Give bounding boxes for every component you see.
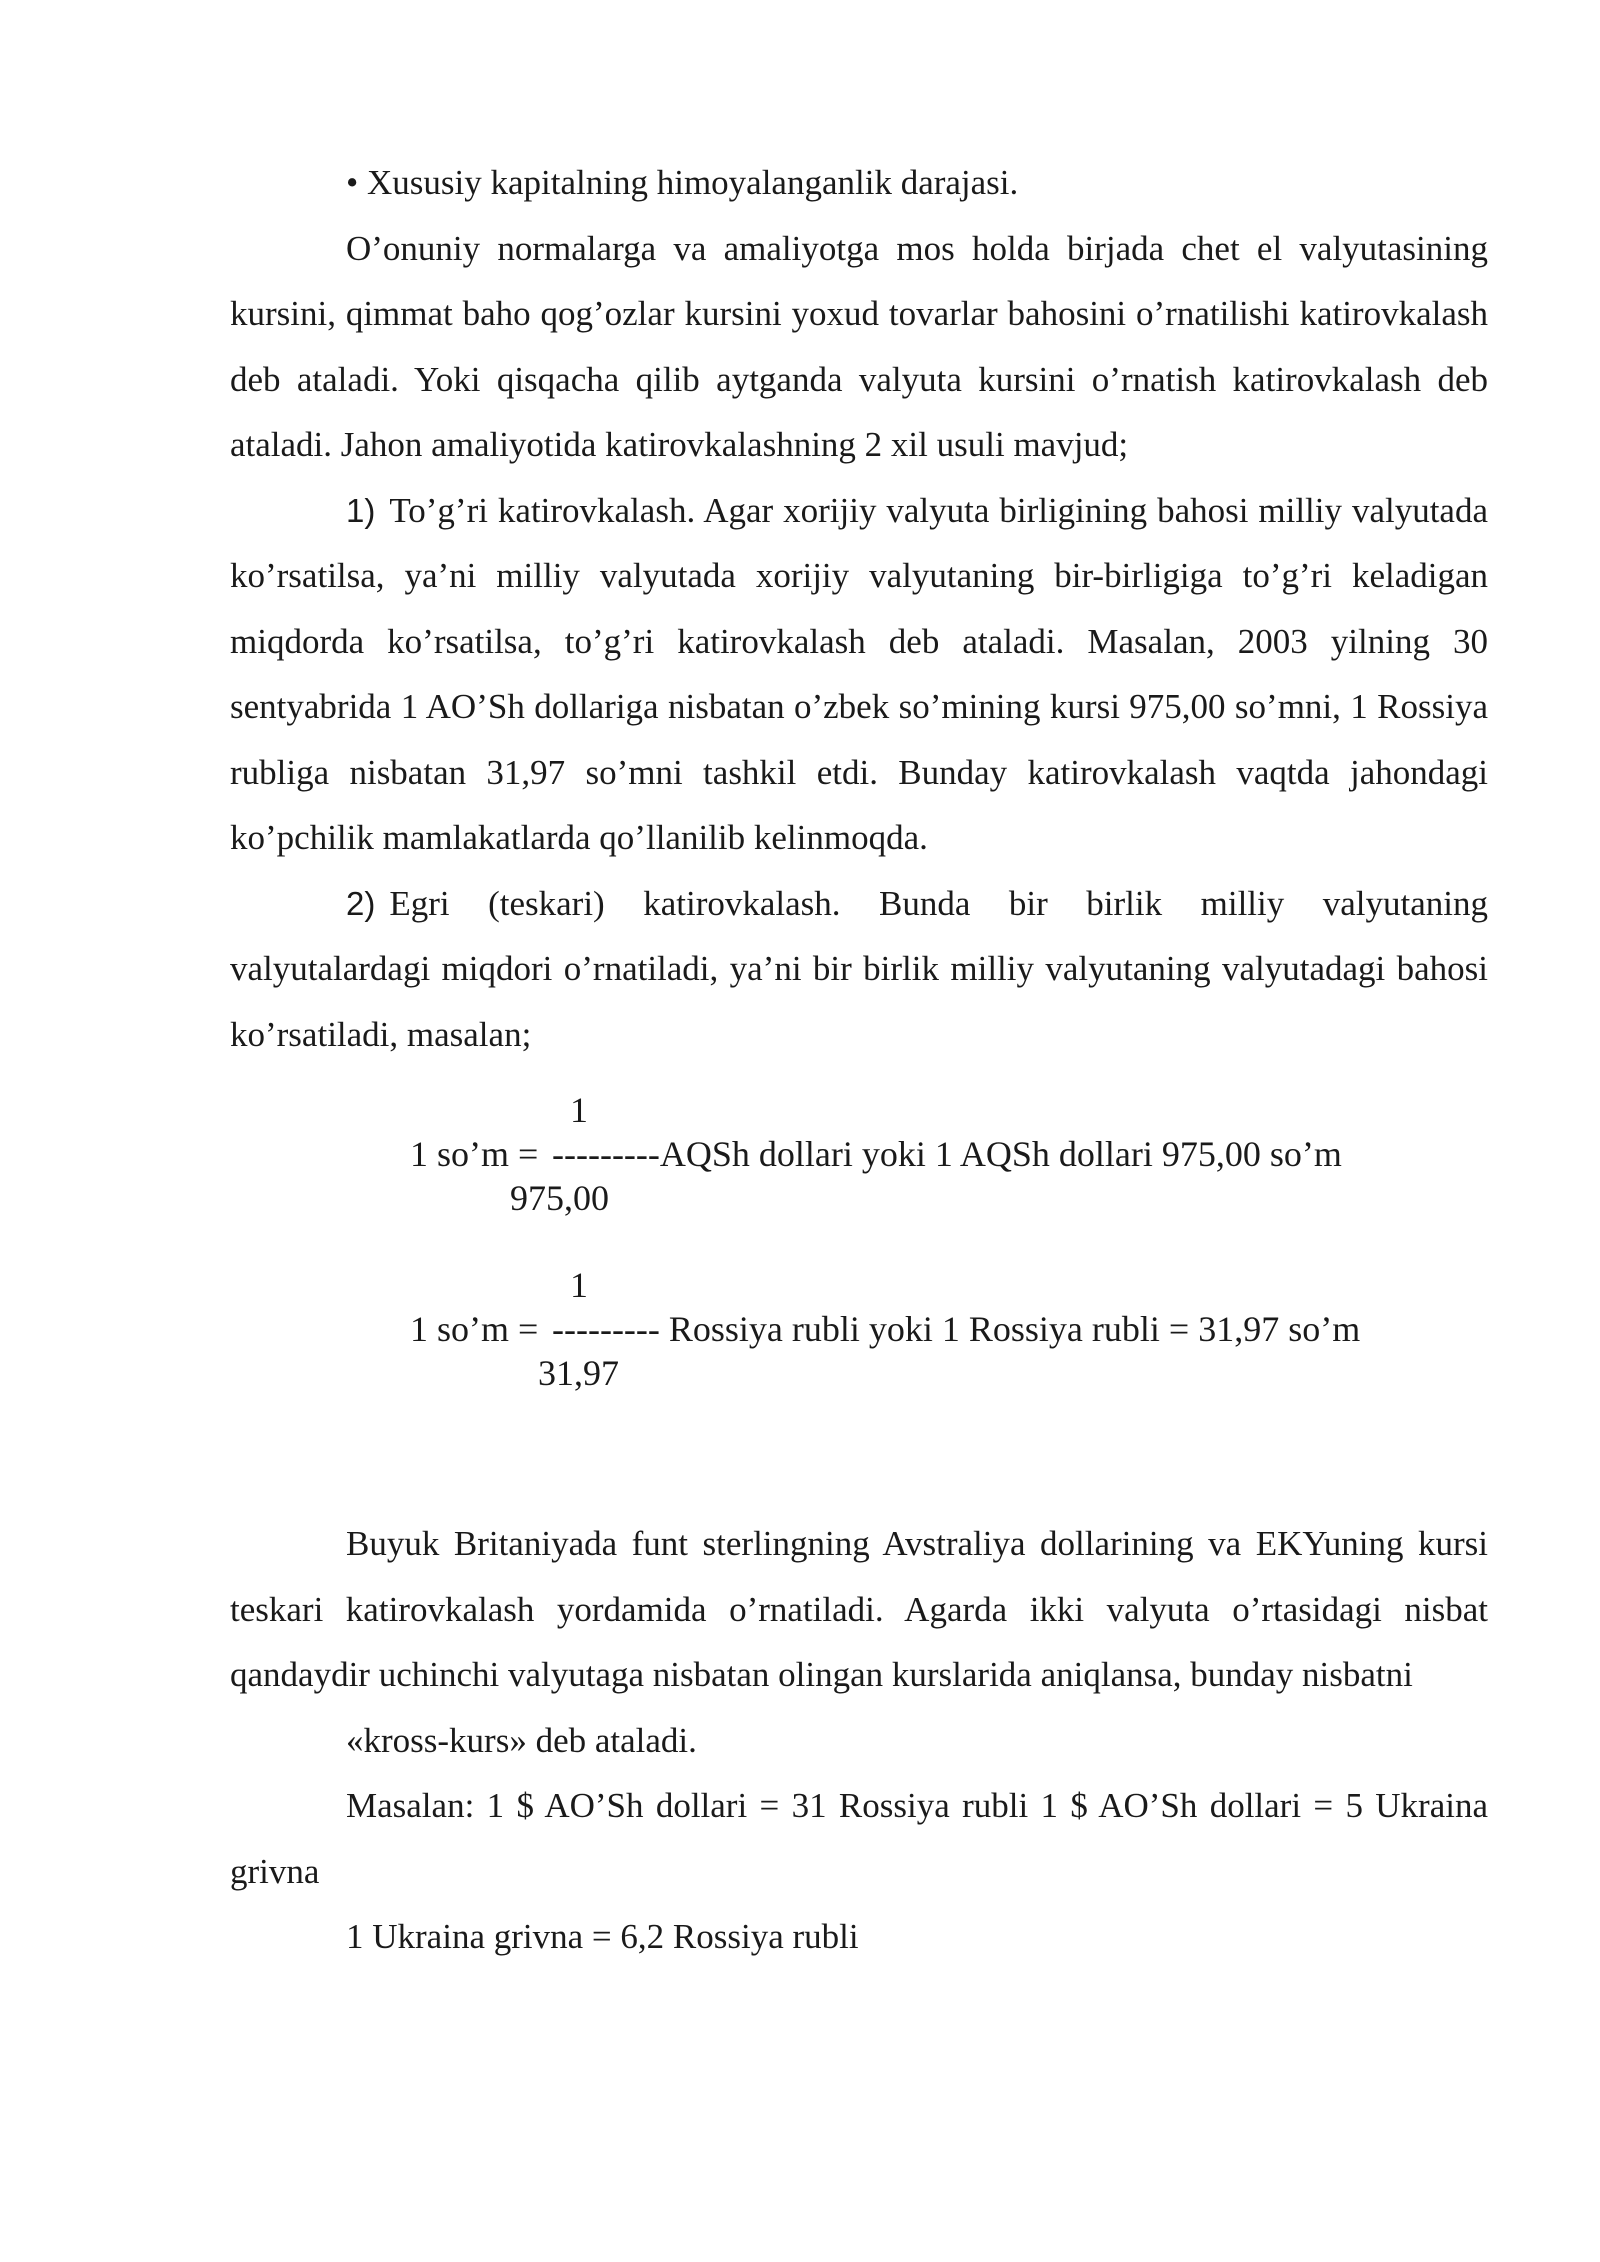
formula-lhs: 1 so’m = xyxy=(410,1309,539,1349)
formula-denominator: 975,00 xyxy=(510,1178,609,1218)
formula-lhs: 1 so’m = xyxy=(410,1134,539,1174)
paragraph-hryvnia: 1 Ukraina grivna = 6,2 Rossiya rubli xyxy=(346,1917,859,1956)
paragraph-britain: Buyuk Britaniyada funt sterlingning Avstraliya dollarining va EKYuning kursi teskari katirovkalash yordamida o’rnatiladi. Agarda ikki valyuta o’rtasidagi nisbat qandaydir uchinchi valyutaga nisbatan olingan kurslarida aniqlansa, bunday nisbatni xyxy=(230,1524,1488,1694)
list-item-indirect-quotation xyxy=(230,871,1488,1068)
list-item-text: Egri (teskari) katirovkalash. Bunda bir birlik milliy valyutaning valyutalardagi miqdori o’rnatiladi, ya’ni bir birlik milliy valyutaning valyutadagi bahosi ko’rsatiladi, masalan; xyxy=(230,883,1488,1054)
formula-line: ---------AQSh dollari yoki 1 AQSh dollari 975,00 so’m xyxy=(552,1134,1342,1174)
bullet-item xyxy=(230,150,1488,216)
formula-denominator: 31,97 xyxy=(538,1353,619,1393)
list-item-direct-quotation xyxy=(230,478,1488,871)
formula-line: --------- Rossiya rubli yoki 1 Rossiya rubli = 31,97 so’m xyxy=(552,1309,1361,1349)
list-number: 1) xyxy=(346,491,376,529)
formula-numerator: 1 xyxy=(570,1090,588,1130)
formula-rub xyxy=(230,1264,1488,1439)
paragraph-quotation-definition: O’onuniy normalarga va amaliyotga mos holda birjada chet el valyutasining kursini, qimmat baho qog’ozlar kursini yoxud tovarlar bahosini o’rnatilishi katirovkalash deb ataladi. Yoki qisqacha qilib aytganda valyuta kursini o’rnatish katirovkalash deb ataladi. Jahon amaliyotida katirovkalashning 2 xil usuli mavjud; xyxy=(230,228,1488,464)
list-number: 2) xyxy=(346,884,376,922)
formula-usd xyxy=(230,1089,1488,1264)
paragraph-example: Masalan: 1 $ AO’Sh dollari = 31 Rossiya rubli 1 $ AO’Sh dollari = 5 Ukraina grivna xyxy=(230,1786,1488,1891)
bullet-symbol: • xyxy=(346,163,359,202)
formula-numerator: 1 xyxy=(570,1265,588,1305)
document-page xyxy=(230,150,1488,1970)
bullet-text: Xususiy kapitalning himoyalanganlik darajasi. xyxy=(367,163,1019,202)
paragraph-cross-rate: «kross-kurs» deb ataladi. xyxy=(346,1720,697,1760)
list-item-text: To’g’ri katirovkalash. Agar xorijiy valyuta birligining bahosi milliy valyutada ko’rsatilsa, ya’ni milliy valyutada xorijiy valyutaning bir-birligiga to’g’ri keladigan miqdorda ko’rsatilsa, to’g’ri katirovkalash deb ataladi. Masalan, 2003 yilning 30 sentyabrida 1 AO’Sh dollariga nisbatan o’zbek so’mining kursi 975,00 so’mni, 1 Rossiya rubliga nisbatan 31,97 so’mni tashkil etdi. Bunday katirovkalash vaqtda jahondagi ko’pchilik mamlakatlarda qo’llanilib kelinmoqda. xyxy=(230,490,1488,857)
